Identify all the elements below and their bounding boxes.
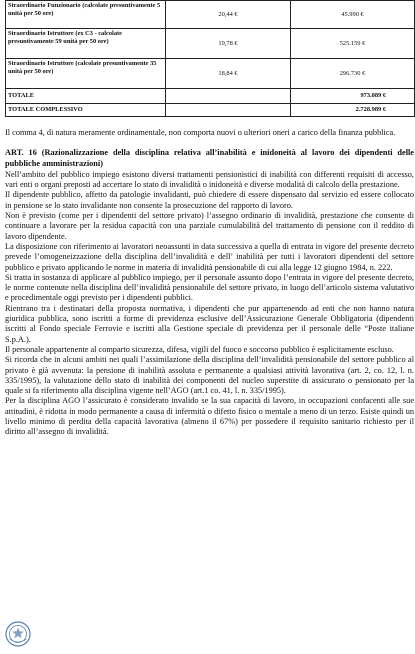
table-row [6,59,415,89]
totale-complessivo-value: 2.728.989 € [291,104,415,117]
row-total: 525.159 € [291,29,415,59]
totale-complessivo-label: TOTALE COMPLESSIVO [6,104,166,117]
totale-empty-cell [166,89,291,104]
row-hourly-rate: 20,44 € [166,1,291,29]
article-heading: ART. 16 (Razionalizzazione della disciplina relativa all’inabilità e inidoneità al lavoro dei dipendenti delle pubbliche amministrazioni) [5,148,414,168]
body-paragraph: Rientrano tra i destinatari della proposta normativa, i dipendenti che pur appartenendo ad enti che non hanno natura giuridica pubblica, sono iscritti a forme di previdenza esclusive dell’Assicurazione Generale Obbligatoria (dipendenti iscritti al Fondo speciale Ferrovie e iscritti alla Gestione speciale di previdenza per il personale delle “Poste italiane S.p.A.). [5,303,414,344]
article-body [5,170,414,438]
totale-complessivo-empty-cell [166,104,291,117]
document-page [5,0,414,438]
body-paragraph: Per la disciplina AGO l’assicurato è considerato invalido se la sua capacità di lavoro, in occupazioni confacenti alle sue attitudini, è ridotta in modo permanente a causa di infermità o difetto fisico o mentale a meno di un terzo. Esiste quindi un livello minimo di perdita della capacità lavorativa (almeno il 67%) per possedere il requisito sanitario richiesto per il diritto all’assegno di invalidità. [5,396,414,437]
row-hourly-rate: 19,78 € [166,29,291,59]
table-row [6,1,415,29]
row-total: 296.730 € [291,59,415,89]
cost-table [5,0,415,117]
body-paragraph: Il dipendente pubblico, affetto da patologie invalidanti, può chiedere di essere dispensato dal servizio ed essere collocato in pensione se lo stato invalidante non consente la prosecuzione del rapporto di lavoro. [5,190,414,210]
row-hourly-rate: 18,84 € [166,59,291,89]
body-paragraph: Nell’ambito del pubblico impiego esistono diversi trattamenti pensionistici di inabilità con differenti requisiti di accesso, vari enti o organi preposti ad accertare lo stato di invalidità o inidoneità e diverse modalità di calcolo della prestazione. [5,169,414,190]
institution-seal-icon [5,621,31,647]
body-paragraph: Si ricorda che in alcuni ambiti nei quali l’assimilazione della disciplina dell’invalidità pensionabile del settore pubblico al privato è già avvenuta: la pensione di inabilità assoluta e permanente a qualsiasi attività lavorativa (art. 2, co. 12, l. n. 335/1995), la valutazione dello stato di inabilità dei componenti del nucleo superstite di assicurato o pensionato per la quale si fa riferimento alla disciplina vigente nell’AGO (art.1 co. 41, l. n. 335/1995). [5,355,414,396]
row-description: Straordinario Istruttore (calcolate presuntivamente 35 unità per 50 ore) [6,59,166,89]
row-total: 45.990 € [291,1,415,29]
totale-row [6,89,415,104]
note-paragraph: Il comma 4, di natura meramente ordinamentale, non comporta nuovi o ulteriori oneri a carico della finanza pubblica. [5,128,396,137]
table-row [6,29,415,59]
body-paragraph: La disposizione con riferimento ai lavoratori neoassunti in data successiva a quella di entrata in vigore del presente decreto prevede l’omogeneizzazione della disciplina dell’invalidità e dell’ inabilità per tutti i lavoratori dipendenti del settore pubblico e privato applicando le norme in materia di invalidità pensionabile di cui alla legge 12 giugno 1984, n. 222. [5,241,414,272]
body-paragraph: Si tratta in sostanza di applicare al pubblico impiego, per il personale assunto dopo l’entrata in vigore del presente decreto, le norme contenute nella disciplina dell’invalidità pensionabile del settore privato, in luogo dell’articolo sistema valutativo e procedimentale oggi previsto per i dipendenti pubblici. [5,272,414,303]
row-description: Straordinario Funzionario (calcolate presuntivamente 5 unità per 50 ore) [6,1,166,29]
body-paragraph: Non è previsto (come per i dipendenti del settore privato) l’assegno ordinario di invalidità, prestazione che consente di continuare a lavorare per la residua capacità con una parziale cumulabilità del trattamento di pensione con il reddito di lavoro dipendente. [5,211,414,241]
totale-complessivo-row [6,104,415,117]
row-description: Straordinario Istruttore (ex C3 - calcolate presuntivamente 59 unità per 50 ore) [6,29,166,59]
body-paragraph: Il personale appartenente al comparto sicurezza, difesa, vigili del fuoco e soccorso pubblico è esplicitamente escluso. [5,344,394,354]
totale-value: 973.089 € [291,89,415,104]
totale-label: TOTALE [6,89,166,104]
